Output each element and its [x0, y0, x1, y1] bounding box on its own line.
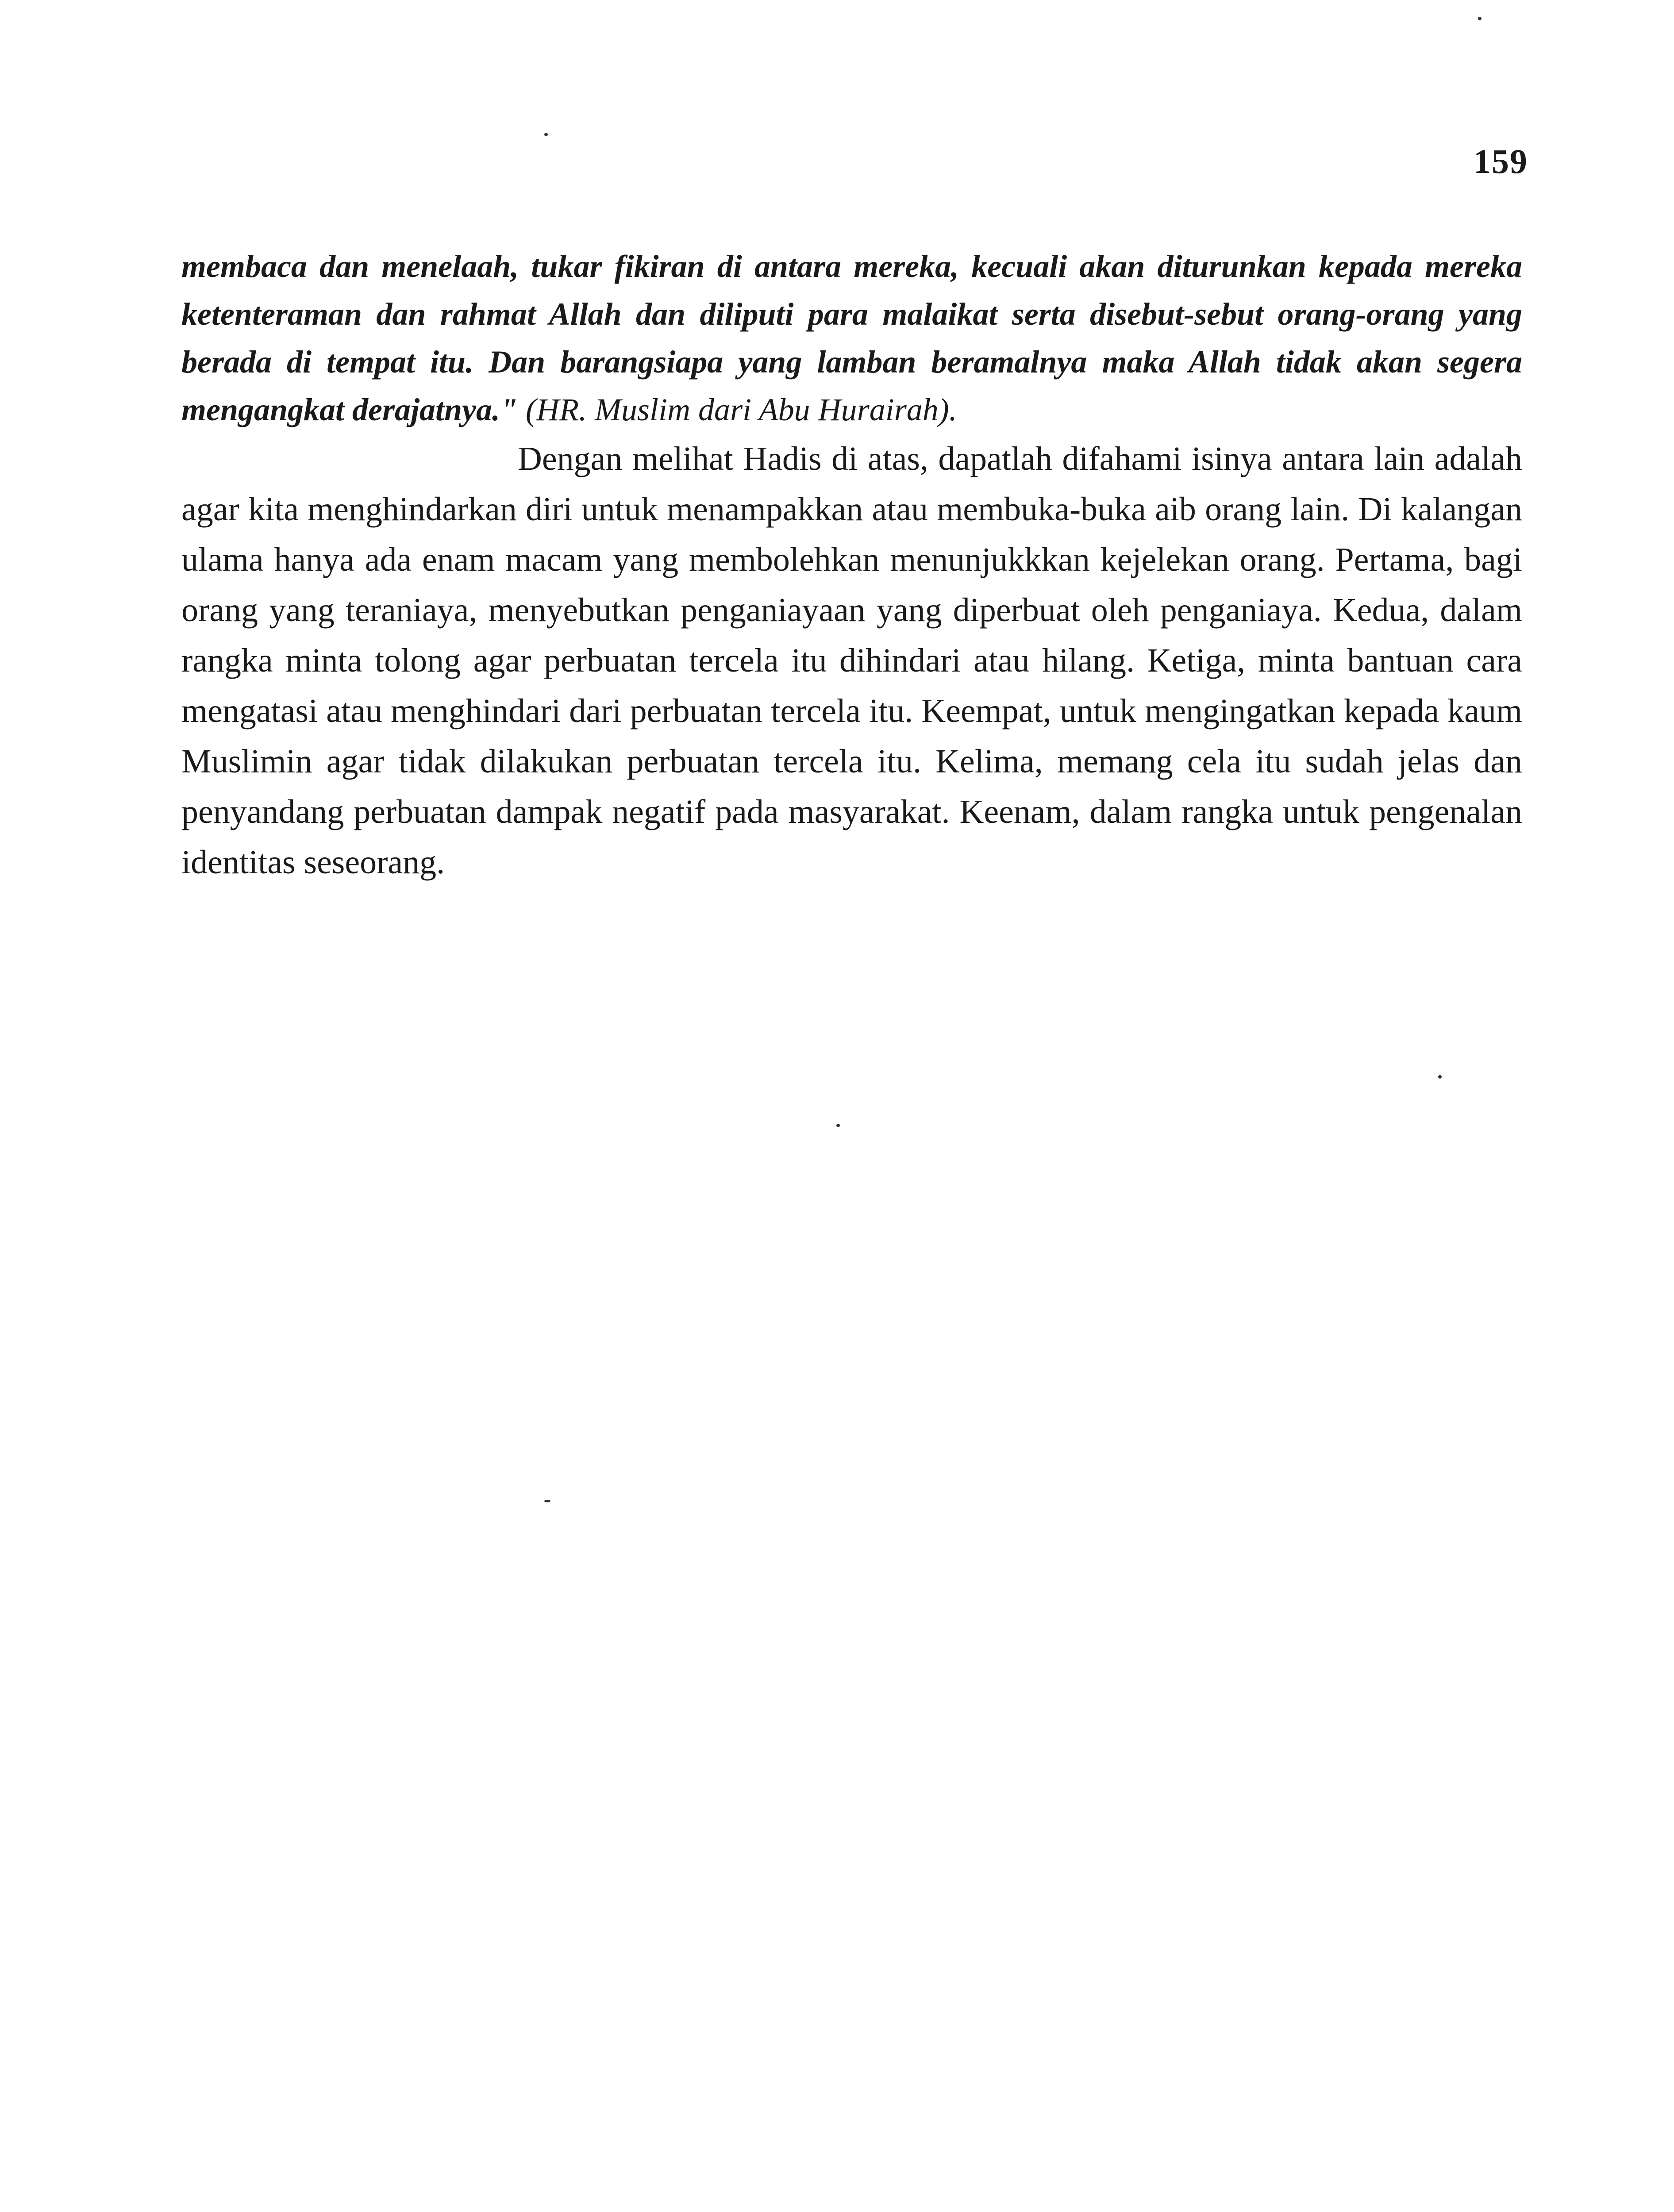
- hadith-quote: [181, 242, 1522, 434]
- scan-speck: [836, 1124, 840, 1127]
- scan-speck: [544, 133, 548, 136]
- hadith-quote-text: membaca dan menelaah, tukar fikiran di antara mereka, kecuali akan diturunkan kepada mereka ketenteraman dan rahmat Allah dan diliputi para malaikat serta disebut-sebut orang-orang yang berada di tempat itu. Dan barangsiapa yang lamban beramalnya maka Allah tidak akan segera mengangkat derajatnya.": [181, 249, 1522, 427]
- scan-speck: [1438, 1075, 1442, 1079]
- scan-speck: [544, 1500, 550, 1502]
- body-paragraph: Dengan melihat Hadis di atas, dapatlah difahami isinya antara lain adalah agar kita menghindarkan diri untuk menampakkan atau membuka-buka aib orang lain. Di kalangan ulama hanya ada enam macam yang membolehkan menunjukkkan kejelekan orang. Pertama, bagi orang yang teraniaya, menyebutkan penganiayaan yang diperbuat oleh penganiaya. Kedua, dalam rangka minta tolong agar perbuatan tercela itu dihindari atau hilang. Ketiga, minta bantuan cara mengatasi atau menghindari dari perbuatan tercela itu. Keempat, untuk mengingatkan kepada kaum Muslimin agar tidak dilakukan perbuatan tercela itu. Kelima, memang cela itu sudah jelas dan penyandang perbuatan dampak negatif pada masyarakat. Keenam, dalam rangka untuk pengenalan identitas seseorang.: [181, 440, 1522, 881]
- hadith-reference: (HR. Muslim dari Abu Hurairah).: [518, 392, 957, 427]
- text-block: [181, 242, 1522, 887]
- page-number: 159: [1474, 142, 1528, 180]
- scan-speck: [1478, 17, 1482, 20]
